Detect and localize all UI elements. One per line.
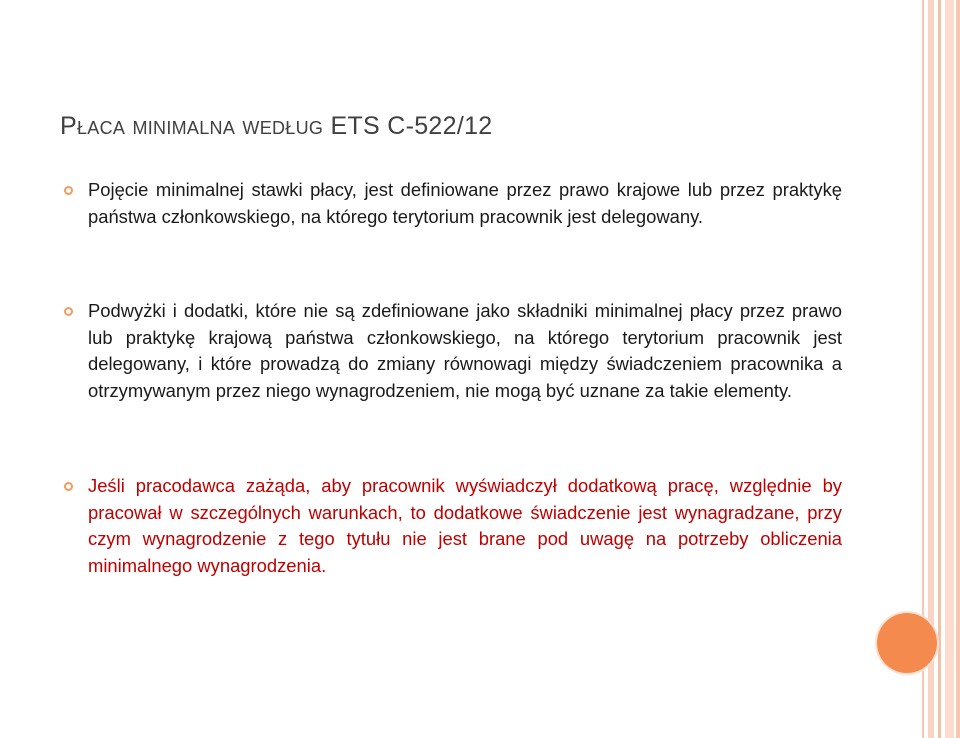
slide-title-case: ETS C-522/12 [323, 112, 493, 140]
decorative-stripe [938, 0, 941, 738]
bullet-text-highlighted: Jeśli pracodawca zażąda, aby pracownik wyświadczył dodatkową pracę, względnie by pracował w szczególnych warunkach, to dodatkowe świadczenie jest wynagradzane, przy czym wynagrodzenie z tego tytułu nie jest brane pod uwagę na potrzeby obliczenia minimalnego wynagrodzenia. [88, 475, 842, 576]
bullet-text: Pojęcie minimalnej stawki płacy, jest definiowane przez prawo krajowe lub przez praktykę państwa członkowskiego, na którego terytorium pracownik jest delegowany. [88, 179, 842, 227]
bullet-circle-icon [64, 482, 73, 491]
decorative-stripe [956, 0, 960, 738]
slide-title [60, 112, 860, 141]
slide-title-main: Płaca minimalna według [60, 112, 324, 140]
bullet-text: Podwyżki i dodatki, które nie są zdefiniowane jako składniki minimalnej płacy przez prawo lub praktykę krajową państwa członkowskiego, na którego terytorium pracownik jest delegowany, i które prowadzą do zmiany równowagi między świadczeniem pracownika a otrzymywanym przez niego wynagrodzeniem, nie mogą być uznane za takie elementy. [88, 300, 842, 401]
decorative-stripe [945, 0, 954, 738]
accent-circle [877, 613, 937, 673]
bullet-circle-icon [64, 186, 73, 195]
bullet-circle-icon [64, 307, 73, 316]
